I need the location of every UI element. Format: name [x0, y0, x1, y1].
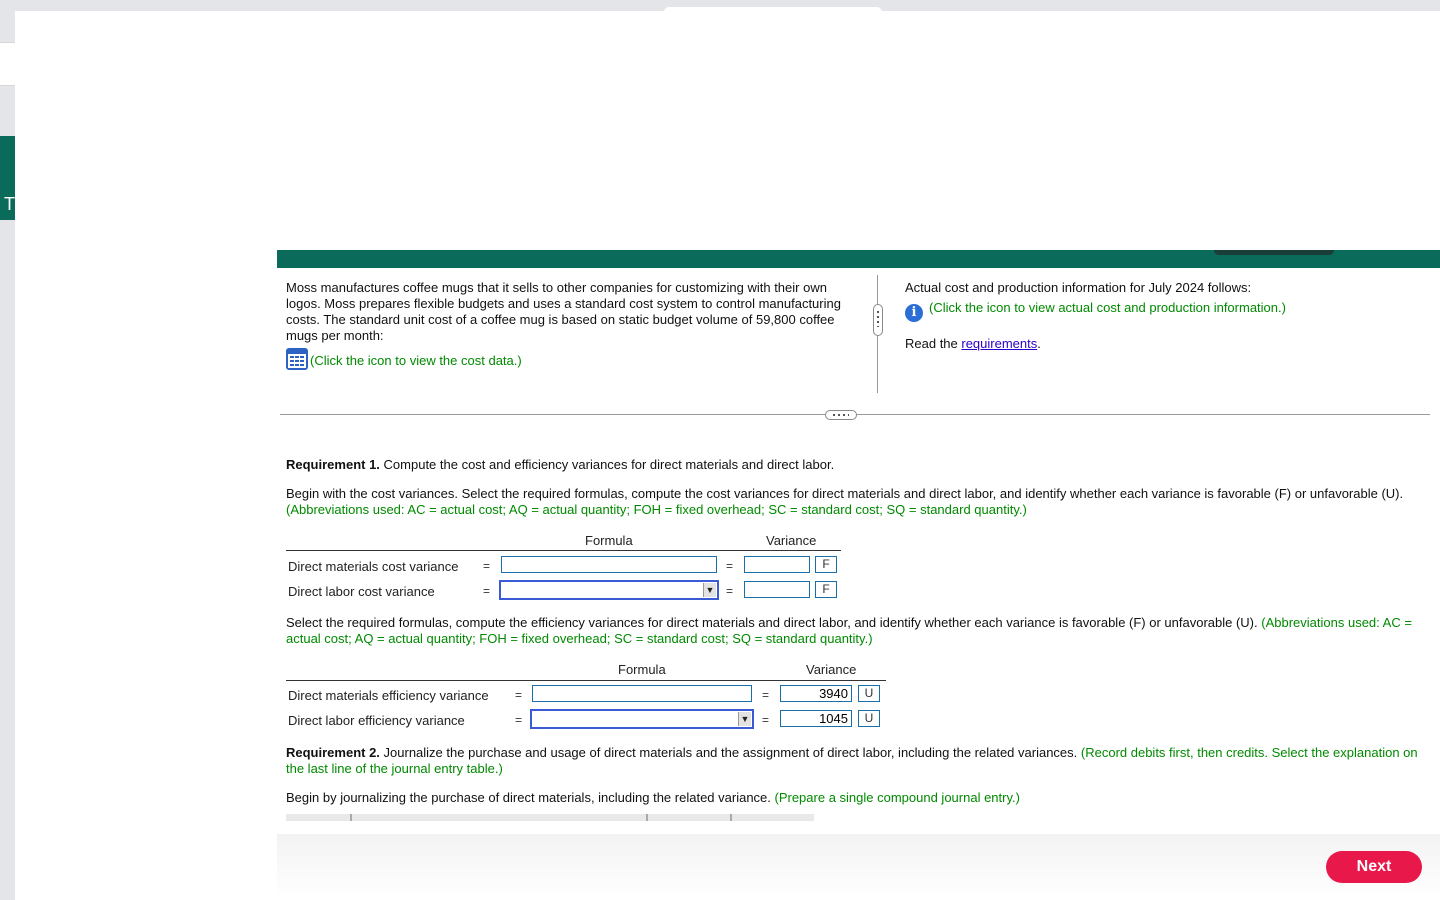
- requirement-2-label: Requirement 2.: [286, 745, 380, 760]
- dm-cost-fu-indicator[interactable]: F: [815, 556, 837, 573]
- journal-begin-instructions: [286, 790, 1421, 806]
- dm-eff-formula-input[interactable]: [532, 685, 752, 702]
- dm-cost-eq2: =: [726, 559, 734, 573]
- cost-data-row[interactable]: [286, 348, 854, 370]
- requirements-link[interactable]: requirements: [961, 336, 1038, 351]
- cost-instructions: [286, 486, 1421, 518]
- dl-cost-eq: =: [483, 584, 491, 598]
- journal-table-header-strip: [286, 814, 814, 821]
- info-icon[interactable]: i: [905, 304, 923, 322]
- requirement-1-label: Requirement 1.: [286, 457, 380, 472]
- actual-info-intro: Actual cost and production information for July 2024 follows:: [905, 280, 1252, 295]
- sidebar-tab[interactable]: [0, 136, 15, 220]
- dl-efficiency-variance-label: Direct labor efficiency variance: [288, 713, 465, 728]
- horizontal-resize-handle[interactable]: [825, 410, 857, 420]
- vertical-resize-handle[interactable]: [873, 304, 883, 336]
- dm-eff-fu-indicator[interactable]: U: [858, 685, 880, 702]
- sidebar-tab-letter: T: [4, 194, 15, 214]
- dl-cost-variance-label: Direct labor cost variance: [288, 584, 435, 599]
- eff-formula-header: Formula: [618, 662, 666, 677]
- sidebar-divider: [0, 42, 15, 86]
- cost-table-rule: [286, 550, 841, 551]
- cost-abbreviations: (Abbreviations used: AC = actual cost; AQ = actual quantity; FOH = fixed overhead; SC = standard cost; SQ = standard quantity.): [286, 502, 1027, 517]
- eff-table-rule: [286, 680, 886, 681]
- dl-eff-variance-input[interactable]: [780, 710, 852, 727]
- dm-efficiency-variance-label: Direct materials efficiency variance: [288, 688, 489, 703]
- problem-statement: [286, 280, 854, 370]
- efficiency-instructions: [286, 615, 1421, 647]
- dm-cost-eq: =: [483, 559, 491, 573]
- requirement-2-text: Journalize the purchase and usage of direct materials and the assignment of direct labor, including the related variances.: [379, 745, 1078, 760]
- actual-info-link[interactable]: (Click the icon to view actual cost and production information.): [929, 300, 1286, 315]
- dm-cost-variance-input[interactable]: [744, 556, 810, 573]
- dropdown-arrow-icon[interactable]: ▼: [703, 583, 716, 597]
- actual-info-pane: [905, 280, 1405, 352]
- dl-cost-variance-input[interactable]: [744, 581, 810, 598]
- cost-variance-header: Variance: [766, 533, 817, 548]
- efficiency-abbreviations: (Abbreviations used: AC = actual cost; AQ = actual quantity; FOH = fixed overhead; SC = standard cost; SQ = standard quantity.): [286, 615, 1412, 646]
- dl-cost-formula-select[interactable]: [499, 580, 719, 600]
- table-icon-graphic: [288, 350, 306, 368]
- dl-cost-fu-indicator[interactable]: F: [815, 581, 837, 598]
- dm-cost-formula-input[interactable]: [501, 556, 717, 573]
- actual-info-row[interactable]: [905, 300, 1405, 322]
- dl-eff-formula-select[interactable]: [530, 709, 754, 729]
- requirement-1-heading: [286, 457, 1421, 473]
- dm-eff-eq2: =: [762, 688, 770, 702]
- cost-instructions-text: Begin with the cost variances. Select the required formulas, compute the cost variances for direct materials and direct labor, and identify whether each variance is favorable (F) or unfavorable (U).: [286, 486, 1404, 501]
- read-suffix: .: [1037, 336, 1041, 351]
- cost-data-link[interactable]: (Click the icon to view the cost data.): [310, 353, 522, 368]
- requirement-2-heading: [286, 745, 1421, 777]
- browser-top-bar: [0, 0, 1440, 11]
- dl-eff-eq2: =: [762, 713, 770, 727]
- dropdown-arrow-icon[interactable]: ▼: [738, 712, 751, 726]
- dl-cost-eq2: =: [726, 584, 734, 598]
- cost-formula-header: Formula: [585, 533, 633, 548]
- dl-eff-fu-indicator[interactable]: U: [858, 710, 880, 727]
- header-notch: [1214, 250, 1334, 255]
- footer-bar: [277, 834, 1440, 900]
- read-requirements-row: [905, 336, 1405, 352]
- requirement-1-text: Compute the cost and efficiency variances for direct materials and direct labor.: [379, 457, 835, 472]
- next-button[interactable]: Next: [1326, 851, 1422, 883]
- read-prefix: Read the: [905, 336, 962, 351]
- dm-eff-variance-input[interactable]: [780, 685, 852, 702]
- problem-intro: Moss manufactures coffee mugs that it sells to other companies for customizing with their own logos. Moss prepares flexible budgets and uses a standard cost system to control manufacturing costs. The standard unit cost of a coffee mug is based on static budget volume of 59,800 coffee mugs per month:: [286, 280, 841, 343]
- requirement-2-note: (Record debits first, then credits. Select the explanation on the last line of the journal entry table.): [286, 745, 1418, 776]
- table-icon[interactable]: [286, 348, 308, 370]
- eff-variance-header: Variance: [806, 662, 857, 677]
- journal-begin-text: Begin by journalizing the purchase of direct materials, including the related variance.: [286, 790, 771, 805]
- dl-eff-eq: =: [515, 713, 523, 727]
- dm-eff-eq: =: [515, 688, 523, 702]
- journal-begin-note: (Prepare a single compound journal entry.): [770, 790, 1020, 805]
- dm-cost-variance-label: Direct materials cost variance: [288, 559, 459, 574]
- efficiency-instructions-text: Select the required formulas, compute the efficiency variances for direct materials and direct labor, and identify whether each variance is favorable (F) or unfavorable (U).: [286, 615, 1258, 630]
